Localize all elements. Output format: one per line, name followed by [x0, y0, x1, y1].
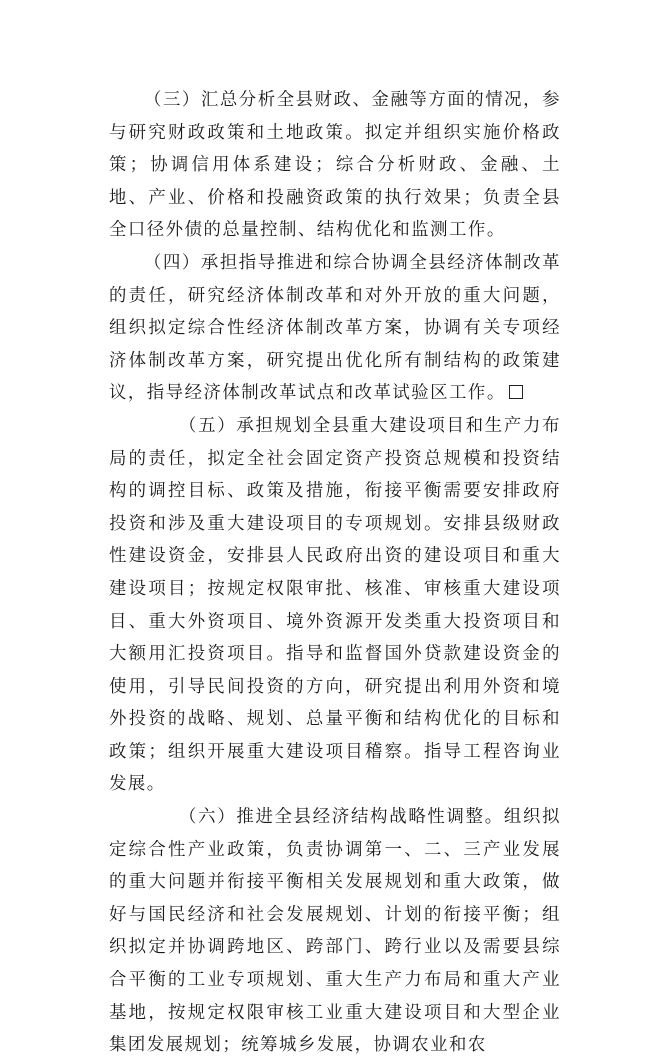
- checkbox-icon: [509, 385, 523, 399]
- paragraph-text: （四）承担指导推进和综合协调全县经济体制改革的责任，研究经济体制改革和对外开放的重大问题，组织拟定综合性经济体制改革方案，协调有关专项经济体制改革方案，研究提出优化所有制结构的政策建议，指导经济体制改革试点和改革试验区工作。: [109, 252, 561, 404]
- paragraph-text: （六）推进全县经济结构战略性调整。组织拟定综合性产业政策，负责协调第一、二、三产业发展的重大问题并衔接平衡相关发展规划和重大政策，做好与国民经济和社会发展规划、计划的衔接平衡；组织拟定并协调跨地区、跨部门、跨行业以及需要县综合平衡的工业专项规划、重大生产力布局和重大产业基地，按规定权限审核工业重大建设项目和大型企业集团发展规划；统筹城乡发展，协调农业和农: [109, 807, 561, 1056]
- paragraph-san: [109, 84, 561, 247]
- paragraph-text: （五）承担规划全县重大建设项目和生产力布局的责任，拟定全社会固定资产投资总规模和投资结构的调控目标、政策及措施，衔接平衡需要安排政府投资和涉及重大建设项目的专项规划。安排县级财政性建设资金，安排县人民政府出资的建设项目和重大建设项目；按规定权限审批、核准、审核重大建设项目、重大外资项目、境外资源开发类重大投资项目和大额用汇投资项目。指导和监督国外贷款建设资金的使用，引导民间投资的方向，研究提出利用外资和境外投资的战略、规划、总量平衡和结构优化的目标和政策；组织开展重大建设项目稽察。指导工程咨询业发展。: [109, 415, 561, 795]
- paragraph-wu: [109, 410, 561, 801]
- paragraph-text: （三）汇总分析全县财政、金融等方面的情况，参与研究财政政策和土地政策。拟定并组织实施价格政策；协调信用体系建设；综合分析财政、金融、土地、产业、价格和投融资政策的执行效果；负责全县全口径外债的总量控制、结构优化和监测工作。: [109, 90, 561, 241]
- paragraph-si: [109, 247, 561, 410]
- paragraph-liu: [109, 801, 561, 1062]
- document-body: [109, 84, 561, 1062]
